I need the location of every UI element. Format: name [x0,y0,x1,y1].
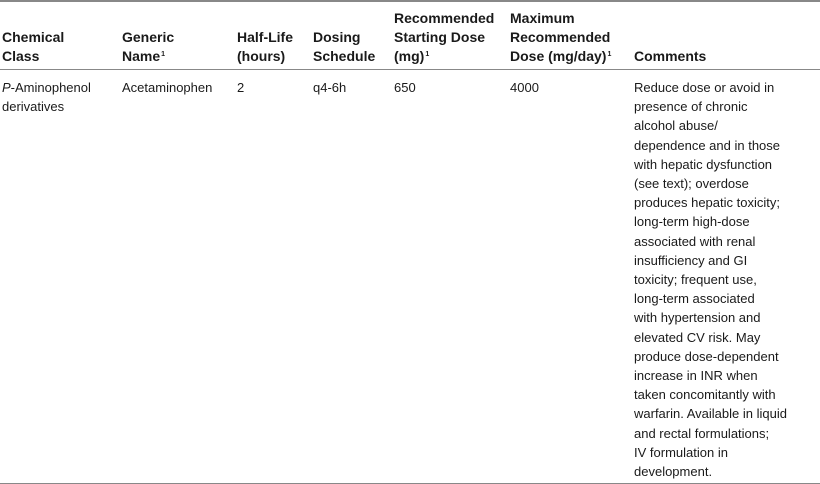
cell-comments: Reduce dose or avoid in presence of chronic alcohol abuse/ dependence and in those with hepatic dysfunction (see text); overdose produces hepatic toxicity; long-term high-dose associated with renal insufficiency and GI toxicity; frequent use, long-term associated with hypertension and elevated CV risk. May produce dose-dependent increase in INR when taken concomitantly with warfarin. Available in liquid and rectal formulations; IV formulation in development. [634,80,787,480]
footnote-marker: 1 [425,51,430,58]
cell-chemical-class: P-Aminophenol derivatives [2,80,91,115]
cell-generic-name: Acetaminophen [122,80,213,95]
header-dosing-schedule: Dosing Schedule [313,29,376,64]
header-generic-name: Generic Name$^1$ [122,29,175,64]
footnote-marker: 1 [607,51,612,58]
header-chemical-class: Chemical Class [2,29,65,64]
cell-max-dose: 4000 [510,80,539,95]
table-header [0,2,820,70]
header-comments: Comments [634,48,707,64]
cell-dosing-schedule: q4-6h [313,80,347,95]
header-half-life: Half-Life (hours) [237,29,293,64]
header-starting-dose: Recommended Starting Dose (mg)$^1$ [394,10,495,64]
cell-starting-dose: 650 [394,80,416,95]
header-max-dose: Maximum Recommended Dose $(mg/day)^1$ [510,10,612,64]
footnote-marker: 1 [161,51,166,58]
cell-half-life: 2 [237,80,245,95]
